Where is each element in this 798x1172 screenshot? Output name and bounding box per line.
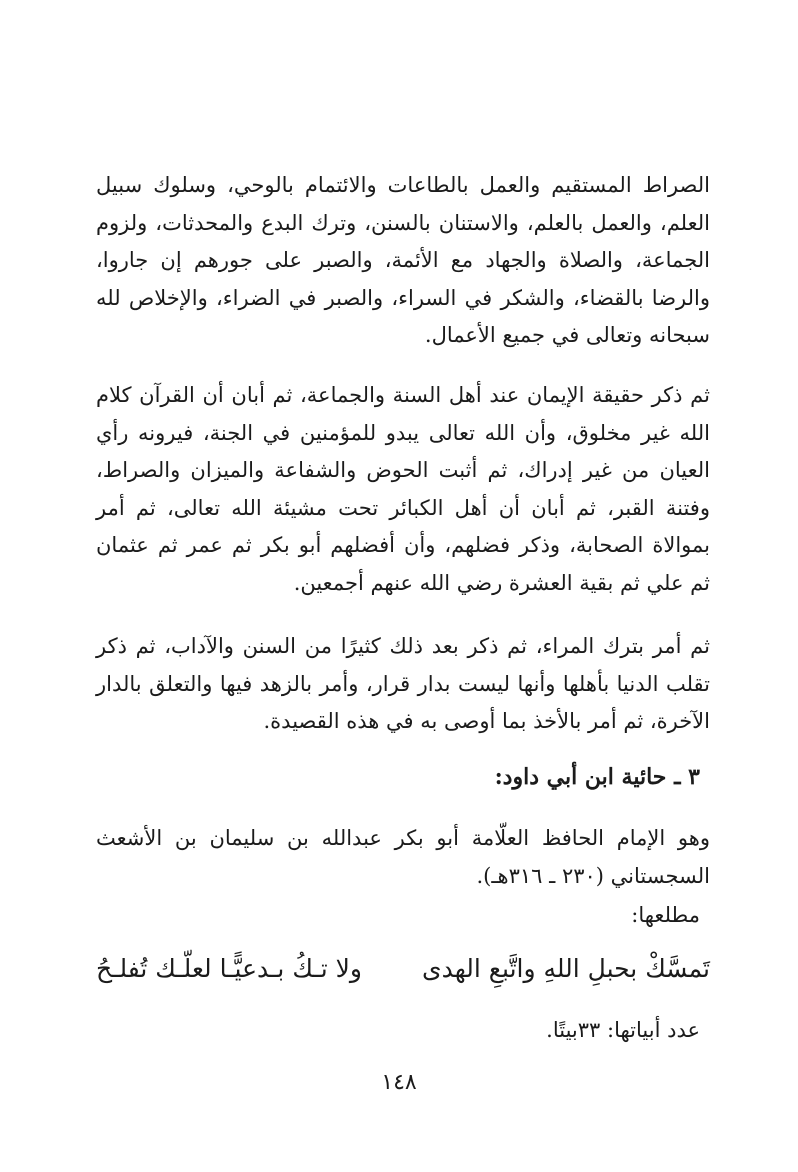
paragraph-manners: ثم أمر بترك المراء، ثم ذكر بعد ذلك كثيرًا من السنن والآداب، ثم ذكر تقلب الدنيا بأهلها وأنها ليست بدار قرار، وأمر بالزهد فيها والتعلق بالدار الآخرة، ثم أمر بالأخذ بما أوصى به في هذه القصيدة. — [96, 634, 710, 733]
paragraph-faith-reality: ثم ذكر حقيقة الإيمان عند أهل السنة والجماعة، ثم أبان أن القرآن كلام الله غير مخلوق، وأن الله تعالى يبدو للمؤمنين في الجنة، فيرونه رأي العيان من غير إدراك، ثم أثبت الحوض والشفاعة والميزان والصراط، وفتنة القبر، ثم أبان أن أهل الكبائر تحت مشيئة الله تعالى، ثم أمر بموالاة الصحابة، وذكر فضلهم، وأن أفضلهم أبو بكر ثم عمر ثم عثمان ثم علي ثم بقية العشرة رضي الله عنهم أجمعين. — [96, 383, 710, 595]
page-number: ١٤٨ — [381, 1070, 417, 1095]
verse-count: عدد أبياتها: ٣٣بيتًا. — [546, 1018, 700, 1042]
verse-first-hemistich: تَمسَّكْ بحبلِ اللهِ واتَّبعِ الهدى — [422, 954, 710, 983]
opening-label: مطلعها: — [631, 903, 700, 927]
author-description: وهو الإمام الحافظ العلّامة أبو بكر عبدالله بن سليمان بن الأشعث السجستاني (٢٣٠ ـ ٣١٦هـ). — [96, 826, 710, 888]
paragraph-creed-summary: الصراط المستقيم والعمل بالطاعات والائتمام بالوحي، وسلوك سبيل العلم، والعمل بالعلم، والاستنان بالسنن، وترك البدع والمحدثات، ولزوم الجماعة، والصلاة والجهاد مع الأئمة، والصبر على جورهم إن جاروا، والرضا بالقضاء، والشكر في السراء، والصبر في الضراء، والإخلاص لله سبحانه وتعالى في جميع الأعمال. — [96, 173, 710, 347]
section-heading: ٣ ـ حائية ابن أبي داود: — [494, 764, 700, 790]
poem-verse — [96, 954, 710, 996]
verse-second-hemistich: ولا تـكُ بـدعيًّـا لعلّـك تُفلـحُ — [96, 954, 362, 983]
